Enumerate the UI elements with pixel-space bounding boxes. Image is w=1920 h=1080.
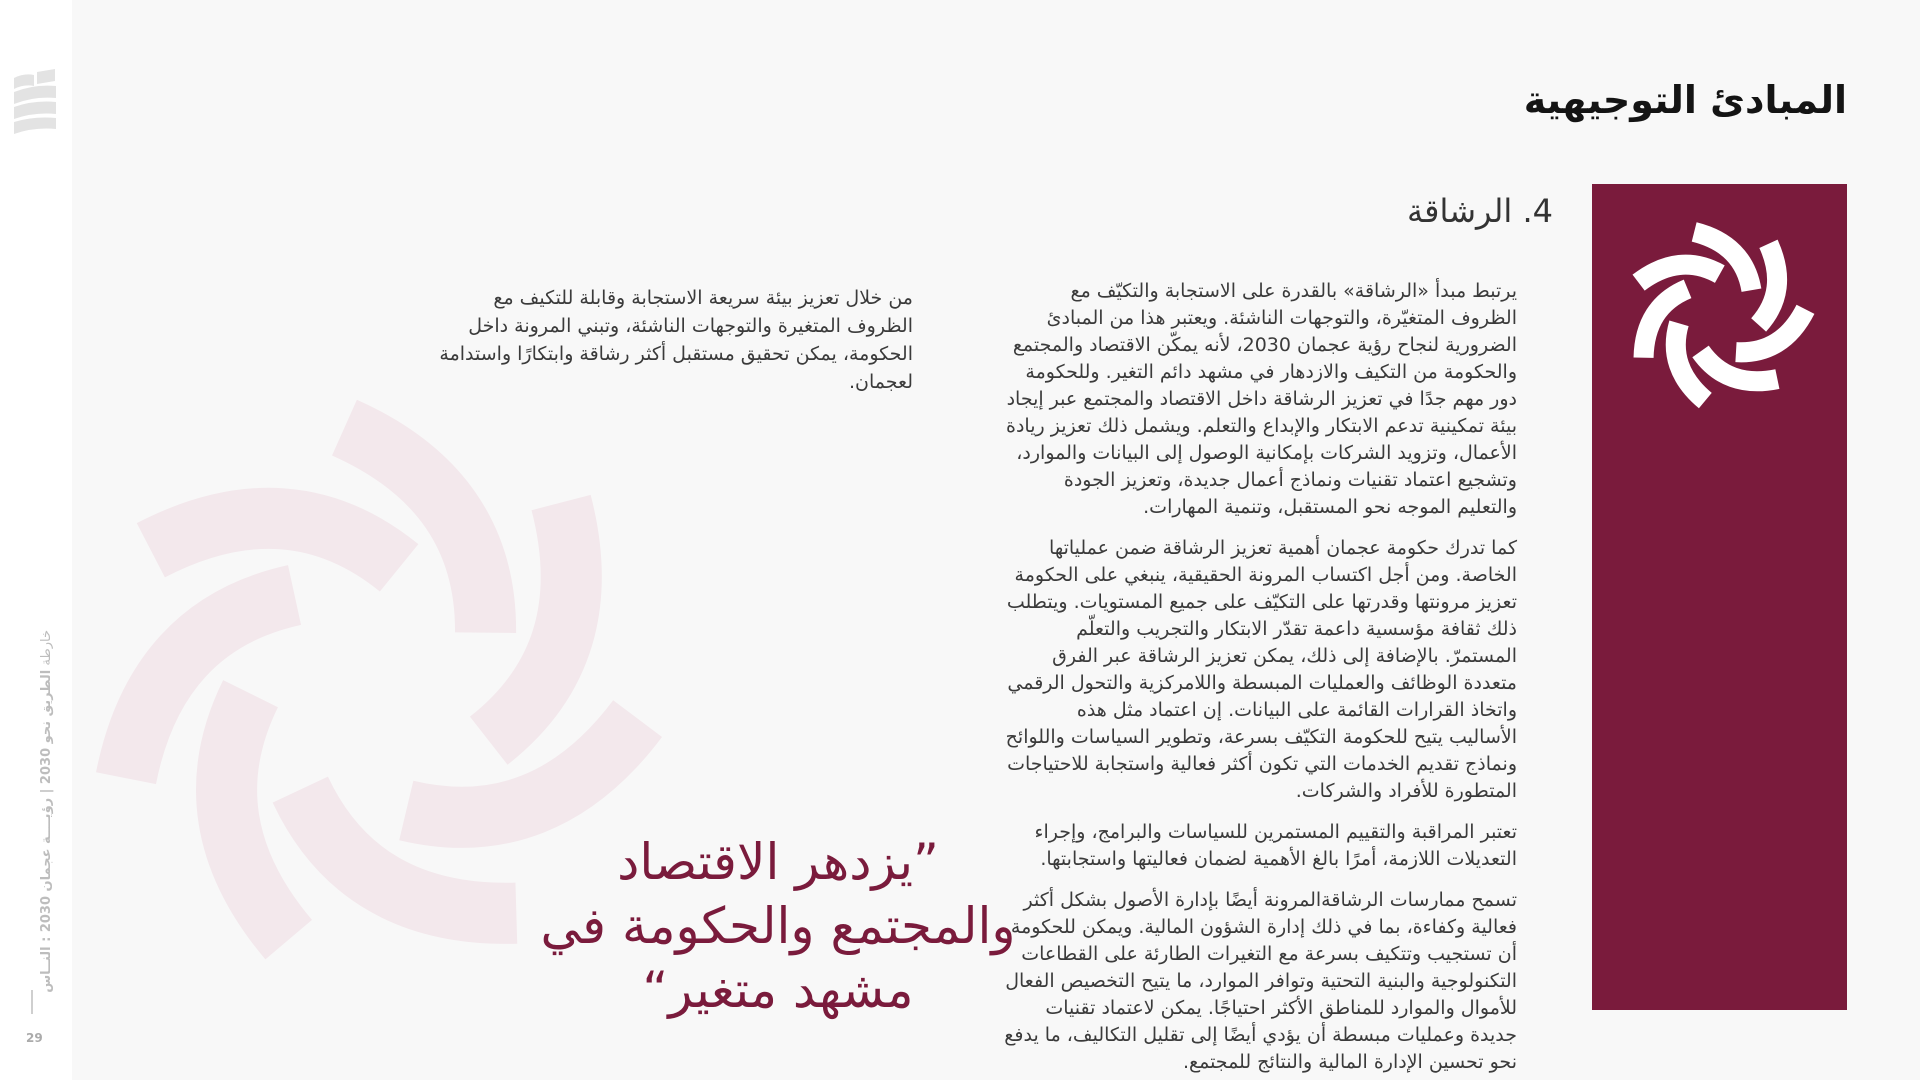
page-number: 29 [26,1031,43,1045]
sidebar [0,0,72,1080]
ajman-government-logo-icon [12,66,58,138]
spine-divider [31,990,33,1014]
body-paragraph: كما تدرك حكومة عجمان أهمية تعزيز الرشاقة ضمن عملياتها الخاصة. ومن أجل اكتساب المرونة الحقيقية، ينبغي على الحكومة تعزيز مرونتها وقدرتها على التكيّف على جميع المستويات. ويتطلب ذلك ثقافة مؤسسية داعمة تقدّر الابتكار والتجريب والتعلّم المستمرّ. بالإضافة إلى ذلك، يمكن تعزيز الرشاقة عبر الفرق متعددة الوظائف والعمليات المبسطة واللامركزية والتحول الرقمي واتخاذ القرارات القائمة على البيانات. إن اعتماد مثل هذه الأساليب يتيح للحكومة التكيّف بسرعة، وتطوير السياسات واللوائح ونماذج تقديم الخدمات التي تكون أكثر فعالية واستجابة للاحتياجات المتطورة للأفراد والشركات. [1005,537,1517,802]
section-heading: 4. الرشاقة [1406,192,1553,230]
principle-color-block [1592,184,1847,1010]
quote-line: ”يزدهر الاقتصاد [617,833,939,891]
quote-line: والمجتمع والحكومة في [540,897,1016,955]
document-title: المبادئ التوجيهية [1523,78,1847,122]
pull-quote [368,830,1188,1022]
body-paragraph: يرتبط مبدأ «الرشاقة» بالقدرة على الاستجابة والتكيّف مع الظروف المتغيّرة، والتوجهات الناشئة. ويعتبر هذا من المبادئ الضرورية لنجاح رؤية عجمان 2030، لأنه يمكّن الاقتصاد والمجتمع والحكومة من التكيف والازدهار في مشهد دائم التغير. وللحكومة دور مهم جدًا في تعزيز الرشاقة داخل الاقتصاد والمجتمع عبر إيجاد بيئة تمكينية تدعم الابتكار والإبداع والتعلم. ويشمل ذلك تعزيز ريادة الأعمال، وتزويد الشركات بإمكانية الوصول إلى البيانات والموارد، وتشجيع اعتماد تقنيات ونماذج أعمال جديدة، وتعزيز الجودة والتعليم الموجه نحو المستقبل، وتنمية المهارات. [1006,280,1517,518]
quote-line: مشهد متغير“ [642,961,914,1019]
spine-text-rest: الطريق نحو 2030 | رؤيــــة عجمان 2030 : النــاس [39,669,54,993]
section-intro: من خلال تعزيز بيئة سريعة الاستجابة وقابلة للتكيف مع الظروف المتغيرة والتوجهات الناشئة، وتبني المرونة داخل الحكومة، يمكن تحقيق مستقبل أكثر رشاقة وابتكارًا واستدامة لعجمان. [439,287,913,393]
spine-text [39,630,54,993]
body-paragraph: تعتبر المراقبة والتقييم المستمرين للسياسات والبرامج، وإجراء التعديلات اللازمة، أمرًا بالغ الأهمية لضمان فعاليتها واستجابتها. [1034,821,1517,870]
agility-pinwheel-icon [1614,210,1824,420]
spine-text-prefix: خارطة [39,630,54,670]
body-paragraph: تسمح ممارسات الرشاقةالمرونة أيضًا بإدارة الأصول بشكل أكثر فعالية وكفاءة، بما في ذلك إدارة الشؤون المالية. ويمكن للحكومة أن تستجيب وتتكيف بسرعة مع التغيرات الطارئة على القطاعات التكنولوجية والبنية التحتية وتوافر الموارد، ما يتيح التخصيص الفعال للأموال والموارد للمناطق الأكثر احتياجًا. يمكن لاعتماد تقنيات جديدة وعمليات مبسطة أن يؤدي أيضًا إلى تقليل التكاليف، ما يدفع نحو تحسين الإدارة المالية والنتائج للمجتمع. [1004,889,1517,1073]
